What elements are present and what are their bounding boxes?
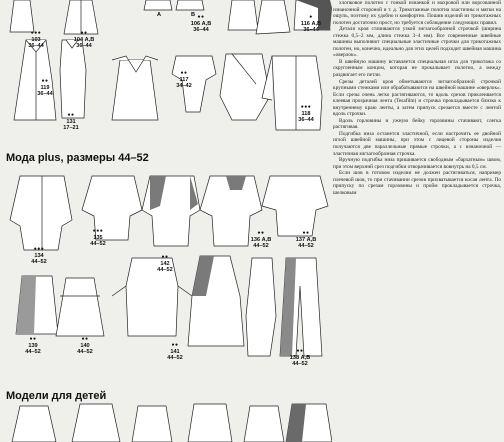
section-title-kids: Модели для детей xyxy=(6,390,107,402)
section-title-plus: Мода plus, размеры 44–52 xyxy=(6,152,149,164)
model-number: 142 xyxy=(160,260,170,267)
model-number: 104 А,В xyxy=(73,36,95,43)
model-size: 36–44 xyxy=(28,43,44,49)
model-label xyxy=(24,246,54,266)
text-paragraph: Вручную подгибка низа пришивается свободным «бархатным» швом, при этом верхний срез подгибки отворачивается вовнутрь на 0,5 см. xyxy=(333,157,501,170)
model-size: 36–44 xyxy=(303,27,319,33)
model-number: 131 xyxy=(66,118,76,125)
model-size: 44–52 xyxy=(298,243,314,249)
model-label xyxy=(56,112,86,132)
difficulty-dots: ●●● xyxy=(300,104,312,110)
model-size: 34–42 xyxy=(176,83,192,89)
difficulty-dots: ●● xyxy=(257,230,265,236)
model-number: 139 xyxy=(28,342,38,349)
model-size: 44–52 xyxy=(90,241,106,247)
model-size: 36–44 xyxy=(298,117,314,123)
article-text-column xyxy=(333,0,501,442)
difficulty-dots: ●●● xyxy=(92,228,104,234)
text-paragraph: В швейную машину вставляется специальная игла для трикотажа со скругленным концом, которая не прокалывает полотно, а между раздвигает его петли. xyxy=(333,58,501,79)
model-size: 36–44 xyxy=(76,43,92,49)
model-label xyxy=(64,30,104,50)
model-label xyxy=(30,78,60,98)
model-label xyxy=(150,254,180,274)
difficulty-dots: ●● xyxy=(41,78,49,84)
model-label xyxy=(278,348,322,368)
model-number: 136 А,В xyxy=(250,236,272,243)
model-number: 106 А,В xyxy=(190,20,212,27)
model-number: 141 xyxy=(170,348,180,355)
variant-letter: A xyxy=(156,12,162,18)
text-paragraph: хлопковое полотно с тонкой изнанкой и махровой или ворсованной изнаночной стороной и т. д. Трикотажные полотна эластичны и мягки на ощупь, поэтому их удобно и комфортно. Пошив изделий из трикотажных полотен достаточно прост, но требуется соблюдение следующих правил. xyxy=(333,0,501,26)
model-size: 44–52 xyxy=(77,349,93,355)
model-label xyxy=(70,336,100,356)
model-label xyxy=(160,342,190,362)
text-paragraph: Подгибка низа останется эластичной, если настрочить ее двойной иглой швейной машины, при этом с лицевой стороны изделия получаются две параллельные прямые строчки, а с изнаночной — эластичная зигзагообразная строчка. xyxy=(333,130,501,157)
model-size: 44–52 xyxy=(157,267,173,273)
difficulty-dots: ●● xyxy=(29,336,37,342)
text-paragraph: Вдоль горловины и ужную бейку горловины стачивают, слегка растягивая. xyxy=(333,117,501,131)
model-label xyxy=(21,30,51,50)
model-size: 44–52 xyxy=(25,349,41,355)
model-number: 135 xyxy=(93,234,103,241)
model-label xyxy=(180,14,222,34)
model-number: 118 xyxy=(301,110,311,117)
text-paragraph: Если шов в готовом изделии не должен растягиваться, например плечевой шов, то при стачивании срезов прихватывается косая лента. По припуску по срезам горловины и пройм прокладывается строчка, шелковым xyxy=(333,170,501,196)
model-number: 137 А,В xyxy=(295,236,317,243)
text-paragraph: Срезы деталей кроя обметываются зигзагообразной строчкой крупными стежками или обрабатываются на швейной машине «оверлок». Если срезы очень легко растягиваются, то вдоль срезов приклеивается клеевая прозрачная лента (Tesafilm) и строчка прокладывается близко к внутреннему краю ленты, а затем припуск срезается вместе с лентой вдоль строчки. xyxy=(333,78,501,118)
model-number: 119 xyxy=(40,84,50,91)
difficulty-dots: ●● xyxy=(302,230,310,236)
difficulty-dots: ●● xyxy=(180,70,188,76)
difficulty-dots: ●● xyxy=(296,348,304,354)
model-size: 44–52 xyxy=(31,259,47,265)
difficulty-dots: ●●● xyxy=(33,246,45,252)
model-number: 140 xyxy=(80,342,90,349)
difficulty-dots: ●● xyxy=(80,30,88,36)
difficulty-dots: ●● xyxy=(81,336,89,342)
model-number: 117 xyxy=(179,76,189,83)
text-paragraph: Детали кроя стачиваются узкой зигзагообразной строчкой (ширина стежка 0,5–2 мм, длина стежка 3–4 мм). Все современные швейные машины выполняют специальные эластичные строчки для трикотажных полотен, но, конечно, идеально для этих целей подходит швейная машина «оверлок». xyxy=(333,26,501,59)
model-size: 36–44 xyxy=(37,91,53,97)
model-size: 44–52 xyxy=(292,361,308,367)
model-size: 36–44 xyxy=(193,27,209,33)
model-label xyxy=(166,70,202,90)
model-label xyxy=(284,230,328,250)
model-label xyxy=(18,336,48,356)
difficulty-dots: ●● xyxy=(171,342,179,348)
garment-sketches-kids xyxy=(0,400,332,442)
model-label xyxy=(240,230,282,250)
difficulty-dots: ● xyxy=(309,14,313,20)
model-number: 116 А,В xyxy=(300,20,322,27)
model-number: 134 xyxy=(34,252,44,259)
model-label xyxy=(78,228,118,248)
model-label xyxy=(286,104,326,124)
difficulty-dots: ●●● xyxy=(30,30,42,36)
difficulty-dots: ●● xyxy=(197,14,205,20)
model-size: 44–52 xyxy=(253,243,269,249)
difficulty-dots: ●● xyxy=(161,254,169,260)
variant-letter: B xyxy=(190,12,196,18)
model-number: 103 xyxy=(31,36,41,43)
model-size: 17–21 xyxy=(63,125,79,131)
model-number: 138 А,В xyxy=(289,354,311,361)
model-label xyxy=(290,14,332,34)
difficulty-dots: ●● xyxy=(67,112,75,118)
model-size: 44–52 xyxy=(167,355,183,361)
